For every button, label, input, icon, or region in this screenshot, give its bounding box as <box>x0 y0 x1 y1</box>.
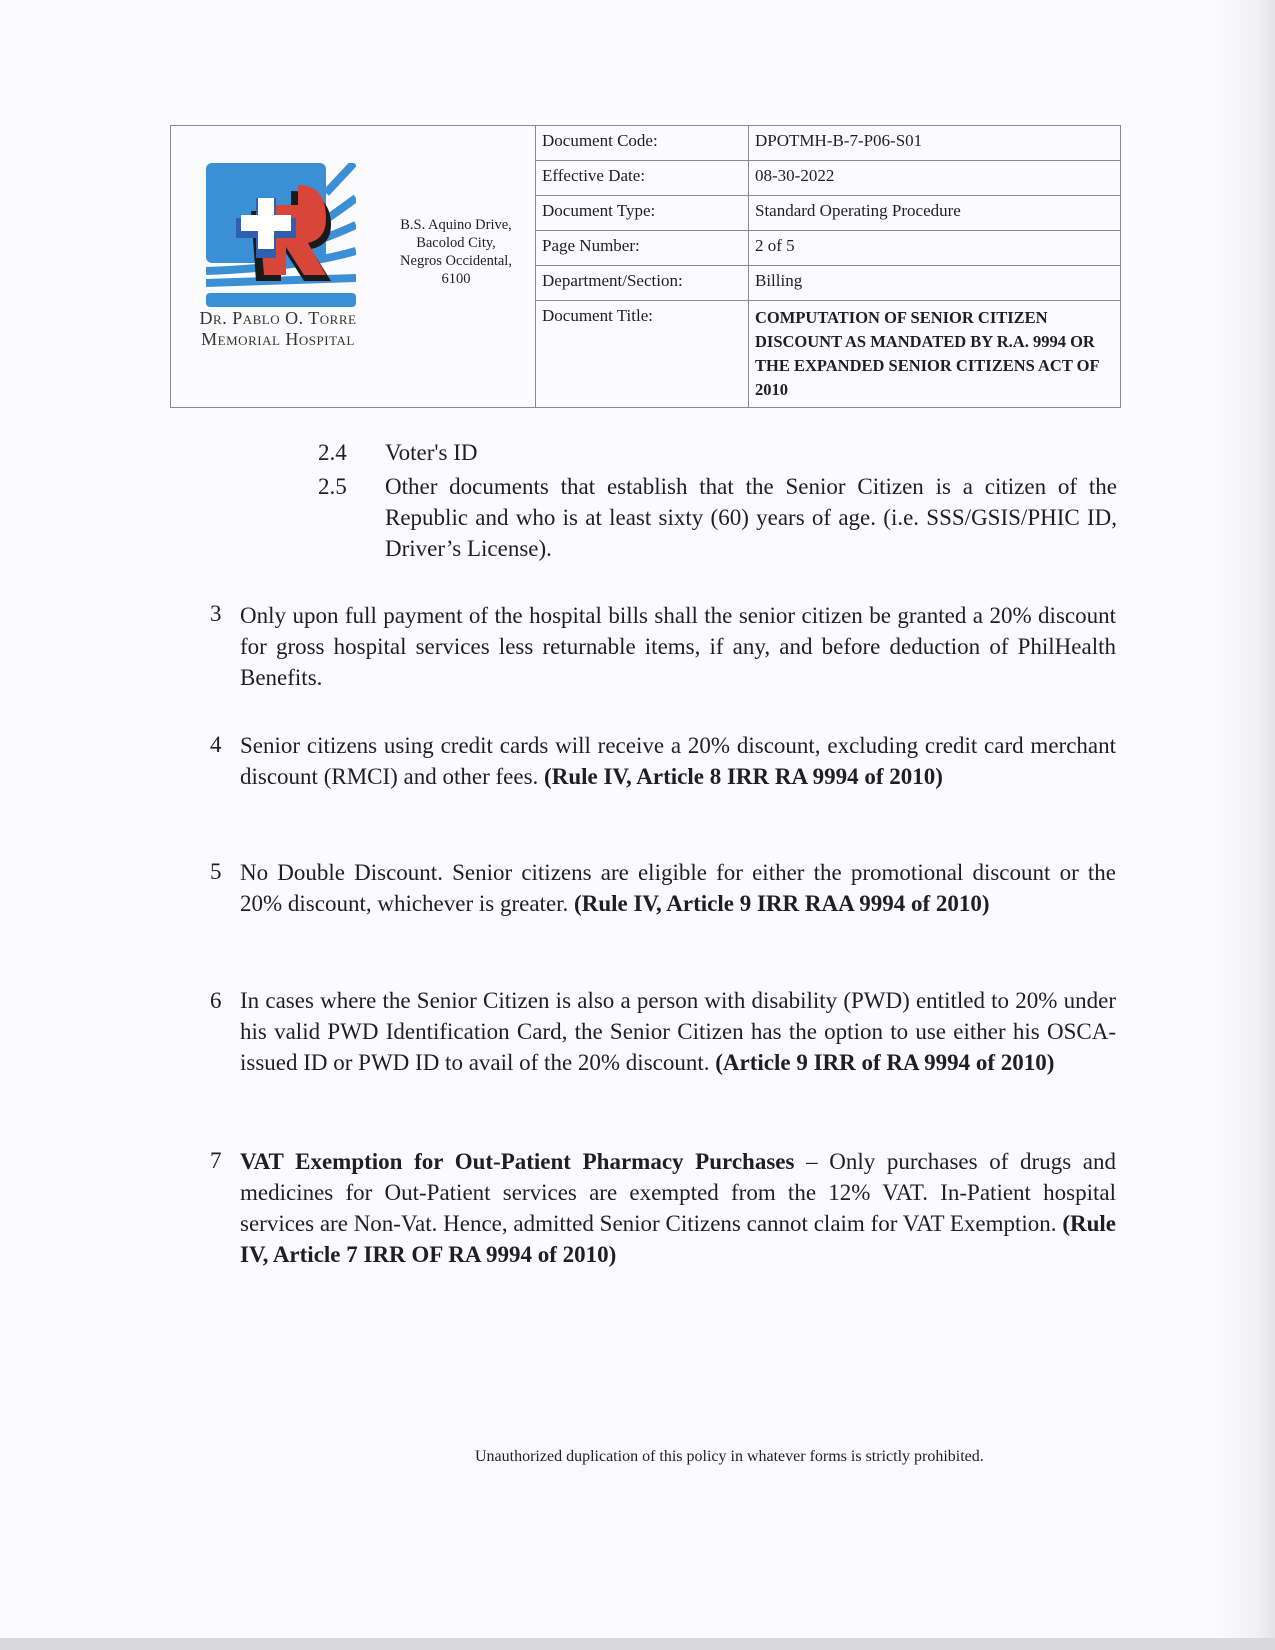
hospital-name <box>183 308 373 350</box>
page-edge-shadow <box>1215 0 1275 1650</box>
address-line: B.S. Aquino Drive, <box>400 217 512 233</box>
hospital-name-line2: Memorial Hospital <box>201 329 355 349</box>
item-text <box>240 857 1116 919</box>
document-header-table <box>170 125 1121 408</box>
item-body: Only upon full payment of the hospital bills shall the senior citizen be granted a 20% discount for gross hospital services less returnable items, if any, and before deduction of PhilHealth Benefits. <box>240 603 1116 690</box>
subitem-number: 2.5 <box>318 474 347 499</box>
effective-date-label: Effective Date: <box>536 161 749 196</box>
item-number: 6 <box>210 988 222 1013</box>
item-number: 3 <box>210 601 222 626</box>
subitem-number: 2.4 <box>318 440 347 465</box>
page-number-value: 2 of 5 <box>749 231 1121 266</box>
page-number-label: Page Number: <box>536 231 749 266</box>
document-code-value: DPOTMH-B-7-P06-S01 <box>749 126 1121 161</box>
footer-notice: Unauthorized duplication of this policy in whatever forms is strictly prohibited. <box>475 1448 984 1465</box>
document-type-label: Document Type: <box>536 196 749 231</box>
subitem-text: Other documents that establish that the Senior Citizen is a citizen of the Republic and who is at least sixty (60) years of age. (i.e. SSS/GSIS/PHIC ID, Driver’s License). <box>385 474 1117 561</box>
item-reference: (Rule IV, Article 9 IRR RAA 9994 of 2010) <box>574 891 990 916</box>
document-type-value: Standard Operating Procedure <box>749 196 1121 231</box>
item-number: 7 <box>210 1148 222 1173</box>
document-code-label: Document Code: <box>536 126 749 161</box>
item-number: 5 <box>210 859 222 884</box>
effective-date-value: 08-30-2022 <box>749 161 1121 196</box>
item-body: In cases where the Senior Citizen is also a person with disability (PWD) entitled to 20% under his valid PWD Identification Card, the Senior Citizen has the option to use either his OSCA-issued ID or PWD ID to avail of the 20% discount. <box>240 988 1116 1075</box>
item-text <box>240 1146 1116 1270</box>
page-bottom-edge <box>0 1638 1275 1650</box>
department-value: Billing <box>749 266 1121 301</box>
hospital-address <box>381 216 531 288</box>
item-reference: (Article 9 IRR of RA 9994 of 2010) <box>715 1050 1055 1075</box>
subitem-text: Voter's ID <box>385 440 478 465</box>
address-line: 6100 <box>441 271 471 287</box>
item-body: No Double Discount. Senior citizens are eligible for either the promotional discount or the 20% discount, whichever is greater. <box>240 860 1116 916</box>
item-reference: (Rule IV, Article 8 IRR RA 9994 of 2010) <box>544 764 943 789</box>
item-text <box>240 600 1116 693</box>
hospital-identity-cell <box>171 126 536 408</box>
item-number: 4 <box>210 732 222 757</box>
item-text <box>240 730 1116 792</box>
item-lead: VAT Exemption for Out-Patient Pharmacy Purchases <box>240 1149 795 1174</box>
document-title-label: Document Title: <box>536 301 749 408</box>
address-line: Bacolod City, <box>416 235 496 251</box>
address-line: Negros Occidental, <box>400 253 512 269</box>
item-body: – Only purchases of drugs and medicines for Out-Patient services are exempted from the 12% VAT. In-Patient hospital services are Non-Vat. Hence, admitted Senior Citizens cannot claim for VAT Exemption. <box>240 1149 1116 1236</box>
item-body: Senior citizens using credit cards will receive a 20% discount, excluding credit card merchant discount (RMCI) and other fees. <box>240 733 1116 789</box>
document-title-value: COMPUTATION OF SENIOR CITIZEN DISCOUNT AS MANDATED BY R.A. 9994 OR THE EXPANDED SENIOR CITIZENS ACT OF 2010 <box>749 301 1121 408</box>
item-text <box>240 985 1116 1078</box>
hospital-name-line1: Dr. Pablo O. Torre <box>199 308 357 328</box>
department-label: Department/Section: <box>536 266 749 301</box>
hospital-logo-icon <box>206 163 356 313</box>
item-reference: (Rule IV, Article 7 IRR OF RA 9994 of 2010) <box>240 1211 1116 1267</box>
